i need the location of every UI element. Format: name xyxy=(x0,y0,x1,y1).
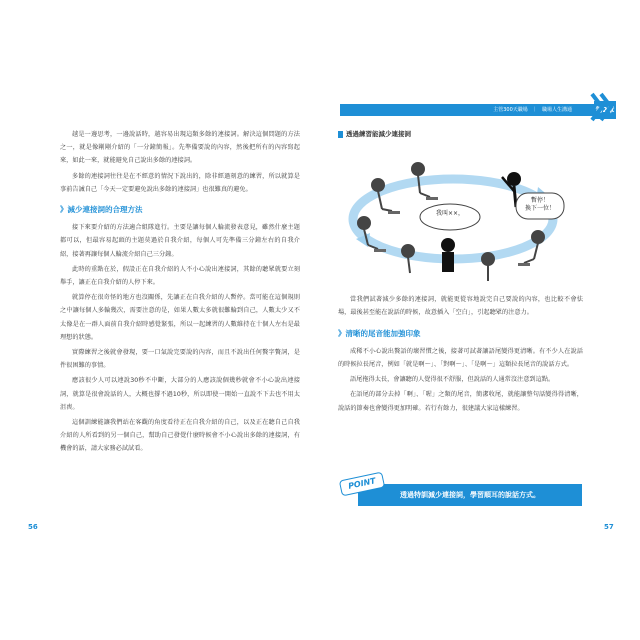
paragraph: 實際練習之後就會發現，要一口氣說完要說的內容，而且不說出任何贅字贅詞，是件很困難的事情。 xyxy=(60,349,300,370)
chapter-tag: 第2章 xyxy=(594,101,616,119)
paragraph: 此時的重點在於，假設正在自我介紹的人不小心說出連接詞，其餘的聽眾就要立刻舉手，讓正在自我介紹的人停下來。 xyxy=(60,265,300,287)
speech-bubble-speaker: 我叫××， xyxy=(435,210,465,218)
paragraph: 就算停在很奇怪的地方也沒關係，先讓正在自我介紹的人暫停。當可能在這個規則之中讓每個人多輪幾次，需要注意的是，如果人數太多就很難輪到自己，人數太少又不太像是在一群人面前自我介紹時感覺緊張，所以一起練習的人數維持在十個人左右是最理想的狀態。 xyxy=(60,294,300,341)
paragraph: 語尾拖得太長，會讓聽的人覺得很不舒服，但說話的人通常沒注意到這點。 xyxy=(350,376,555,384)
illustration-caption-text: 透過練習能減少連接詞 xyxy=(346,130,411,138)
chevron-decoration-icon xyxy=(590,92,614,122)
speech-bubble-stop-line2: 換下一位！ xyxy=(524,205,555,213)
point-summary xyxy=(340,476,582,506)
left-page xyxy=(60,128,300,458)
paragraph: 接下來要介紹的方法適合組隊進行。主要是讓每個人輪流發表意見，雖然什麼主題都可以，但最容易起頭的主題莫過於自我介紹，每個人可先準備三分鐘左右的自我介紹，接著再讓每個人輪流介紹自己三分鐘。 xyxy=(60,224,300,258)
section-heading: 》清晰的尾音能加強印象 xyxy=(338,328,421,338)
page-number-right: 57 xyxy=(604,523,614,531)
running-header: 主管300天職場 ｜ 職場人生溝通 xyxy=(340,104,616,116)
paragraph: 成稀不小心說出贅語的壞習慣之後，接著可試著讓語尾變得更清晰。有不少人在說話的時候拉長尾音，例如「就是啊～」、「對啊～」、「是啊～」這類拉長尾音的說話方式。 xyxy=(338,347,583,369)
right-page xyxy=(338,128,583,417)
paragraph: 在語尾的部分去掉「啊」、「喔」之類的尾音，簡潔收尾，就能讓整句話變得得清晰，說話的節奏也會變得更加明確。若行有餘力，很建議大家這樣練習。 xyxy=(338,391,583,412)
point-badge: POINT xyxy=(339,472,385,497)
header-book-title: 主管300天職場 xyxy=(493,107,528,113)
section-heading: 》減少連接詞的合理方法 xyxy=(60,205,143,215)
paragraph: 越是一邊思考，一邊說話時，越容易出現這類多餘的連接詞。解決這個問題的方法之一，就是像剛剛介紹的「一分鐘簡報」。先準備要說的內容，然後把所有的內容寫起來，如此一來，就能避免自己說出多餘的連接詞。 xyxy=(60,131,300,165)
paragraph: 當我們試著減少多餘的連接詞，就能更從容地說完自己要說的內容，也比較不會怯場，最後甚至能在說話的時候，故意插入「空白」，引起聽眾的注意力。 xyxy=(338,296,583,317)
caption-marker-icon xyxy=(338,131,343,138)
header-section: 職場人生溝通 xyxy=(541,107,572,113)
illustration xyxy=(338,147,583,287)
paragraph: 這個訓練能讓我們站在客觀的角度看待正在自我介紹的自己，以及正在聽自己自我介紹的人所看到的另一個自己，幫助自己發覺什麼時候會不小心說出多餘的連接詞，有機會的話，請大家務必試試看。 xyxy=(60,419,300,453)
speech-bubble-stop-line1: 暫停！ xyxy=(530,197,549,205)
paragraph: 多餘的連接詞往往是在不經意的情況下說出的，除非經過刻意的練習，所以就算是事前告誡自己「今天一定要避免說出多餘的連接詞」也很難真的避免。 xyxy=(60,172,300,193)
point-text: 透過特訓減少連接詞，學習順耳的說話方式。 xyxy=(358,484,582,506)
page-number-left: 56 xyxy=(28,523,38,531)
illustration-caption xyxy=(338,128,583,141)
paragraph: 應該很少人可以連說30秒不中斷，大部分的人應該說個幾秒就會不小心說出連接詞，就算是很會說話的人，大概也撐不過10秒，所以即使一開始一直說不下去也不用太沮喪。 xyxy=(60,377,300,411)
